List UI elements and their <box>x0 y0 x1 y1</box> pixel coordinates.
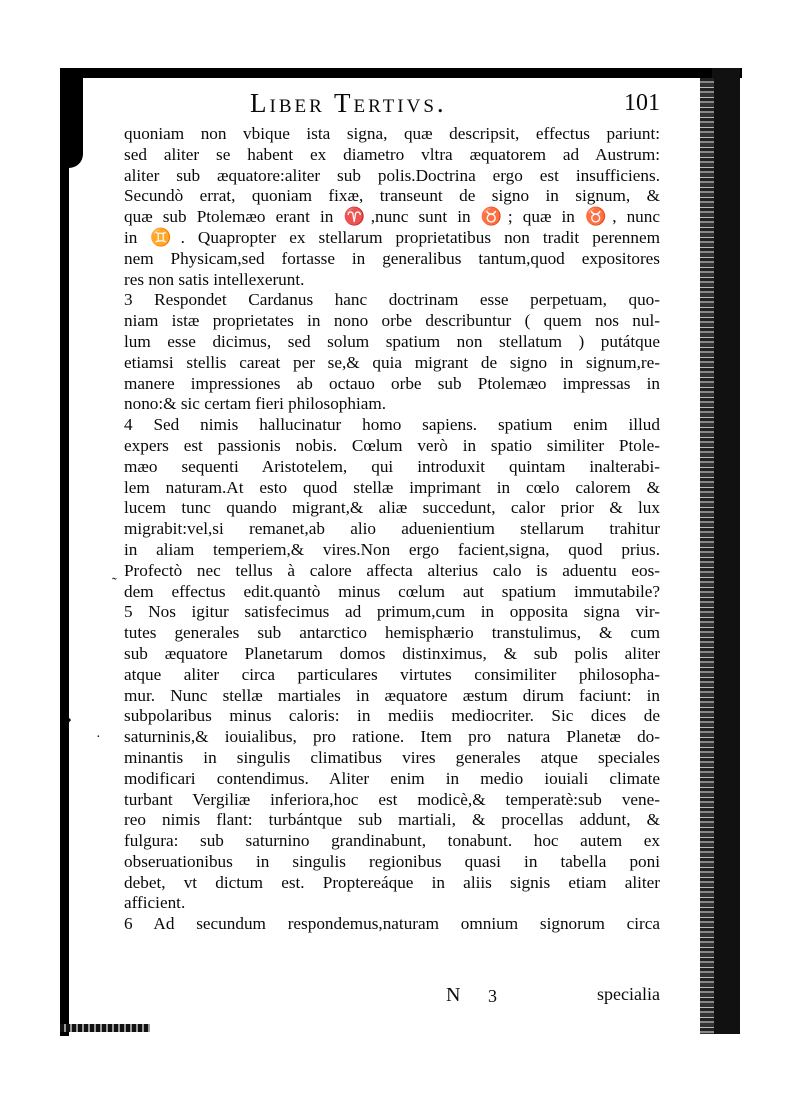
text-line: migrabit:vel,si remanet,ab alio aduenientium stellarum trahitur <box>124 519 660 539</box>
text-line: niam istæ proprietates in nono orbe describuntur ( quem nos nul- <box>124 311 660 331</box>
text-line: debet, vt dictum est. Proptereáque in aliis signis etiam aliter <box>124 872 660 892</box>
text-line: in aliam temperiem,& vires.Non ergo facient,signa, quod prius. <box>124 539 660 559</box>
page-header <box>250 88 660 122</box>
text-line: dem effectus edit.quantò minus cœlum aut spatium immutabile? <box>124 581 660 601</box>
scan-border-left <box>60 68 69 1036</box>
scan-border-top <box>60 68 742 78</box>
text-line: modificari contendimus. Aliter enim in medio iouiali climate <box>124 768 660 788</box>
text-line: tutes generales sub antarctico hemisphærio transtulimus, & cum <box>124 623 660 643</box>
text-line: 3 Respondet Cardanus hanc doctrinam esse perpetuam, quo- <box>124 290 660 310</box>
text-line: Secundò errat, quoniam fixæ, transeunt de signo in signum, & <box>124 186 660 206</box>
text-line: etiamsi stellis careat per se,& quia migrant de signo in signum,re- <box>124 352 660 372</box>
text-line: sub æquatore Planetarum domos distinximus, & sub polis aliter <box>124 643 660 663</box>
text-line: 4 Sed nimis hallucinatur homo sapiens. spatium enim illud <box>124 415 660 435</box>
scan-border-right <box>712 68 740 1034</box>
text-line: 6 Ad secundum respondemus,naturam omnium signorum circa <box>124 914 660 934</box>
text-line: fulgura: sub saturnino grandinabunt, tonabunt. hoc autem ex <box>124 831 660 851</box>
text-line: subpolaribus minus caloris: in mediis mediocriter. Sic dices de <box>124 706 660 726</box>
catchword: specialia <box>597 984 660 1004</box>
page-footer <box>124 984 660 1008</box>
text-line: lucem tunc quando migrant,& aliæ succedunt, calor prior & lux <box>124 498 660 518</box>
margin-mark: · <box>96 730 101 745</box>
text-line: expers est passionis nobis. Cœlum verò in spatio similiter Ptole- <box>124 435 660 455</box>
text-line: aliter sub æquatore:aliter sub polis.Doctrina ergo est insufficiens. <box>124 165 660 185</box>
text-line: sed aliter se habent ex diametro vltra æquatorem ad Austrum: <box>124 144 660 164</box>
text-line: mæo sequenti Aristotelem, qui introduxit quintam inalterabi- <box>124 456 660 476</box>
text-line: obseruationibus in singulis regionibus quasi in tabella poni <box>124 851 660 871</box>
text-line: atque aliter circa particulares virtutes consimiliter philosopha- <box>124 664 660 684</box>
text-line: nono:& sic certam fieri philosophiam. <box>124 394 387 414</box>
text-line: mur. Nunc stellæ martiales in æquatore æstum dirum faciunt: in <box>124 685 660 705</box>
margin-mark: ˜ <box>112 576 117 591</box>
text-line: 5 Nos igitur satisfecimus ad primum,cum in opposita signa vir- <box>124 602 660 622</box>
text-line: quæ sub Ptolemæo erant in ♈,nunc sunt in ♉; quæ in ♉, nunc <box>124 207 660 227</box>
text-line: manere impressiones ab octauo orbe sub Ptolemæo impressas in <box>124 373 660 393</box>
signature-mark: N <box>446 984 461 1006</box>
text-line: quoniam non vbique ista signa, quæ descripsit, effectus pariunt: <box>124 124 660 143</box>
margin-mark: › <box>66 708 72 728</box>
scan-page-edge <box>700 78 714 1034</box>
page-number: 101 <box>624 90 660 116</box>
text-line: in ♊. Quapropter ex stellarum proprietatibus non tradit perennem <box>124 227 660 247</box>
scan-border-corner <box>69 78 83 168</box>
body-text <box>124 124 660 935</box>
text-line: afficient. <box>124 893 186 913</box>
text-line: nem Physicam,sed fortasse in generalibus tantum,quod expositores <box>124 248 660 268</box>
text-line: lum esse dicimus, sed solum spatium non stellatum ) putátque <box>124 331 660 351</box>
text-line: reo nimis flant: turbántque sub martiali, & procellas addunt, & <box>124 810 660 830</box>
scan-border-bottom <box>60 1024 150 1032</box>
running-title: Liber Tertivs. <box>250 88 447 118</box>
text-line: lem naturam.At esto quod stellæ imprimant in cœlo calorem & <box>124 477 660 497</box>
text-line: res non satis intellexerunt. <box>124 269 305 289</box>
text-line: minantis in singulis climatibus vires generales atque speciales <box>124 747 660 767</box>
text-line: turbant Vergiliæ inferiora,hoc est modicè,& temperatè:sub vene- <box>124 789 660 809</box>
text-line: Profectò nec tellus à calore affecta alterius calo is aduentu eos- <box>124 560 660 580</box>
text-line: saturninis,& iouialibus, pro ratione. Item pro natura Planetæ do- <box>124 727 660 747</box>
signature-number: 3 <box>488 986 497 1006</box>
